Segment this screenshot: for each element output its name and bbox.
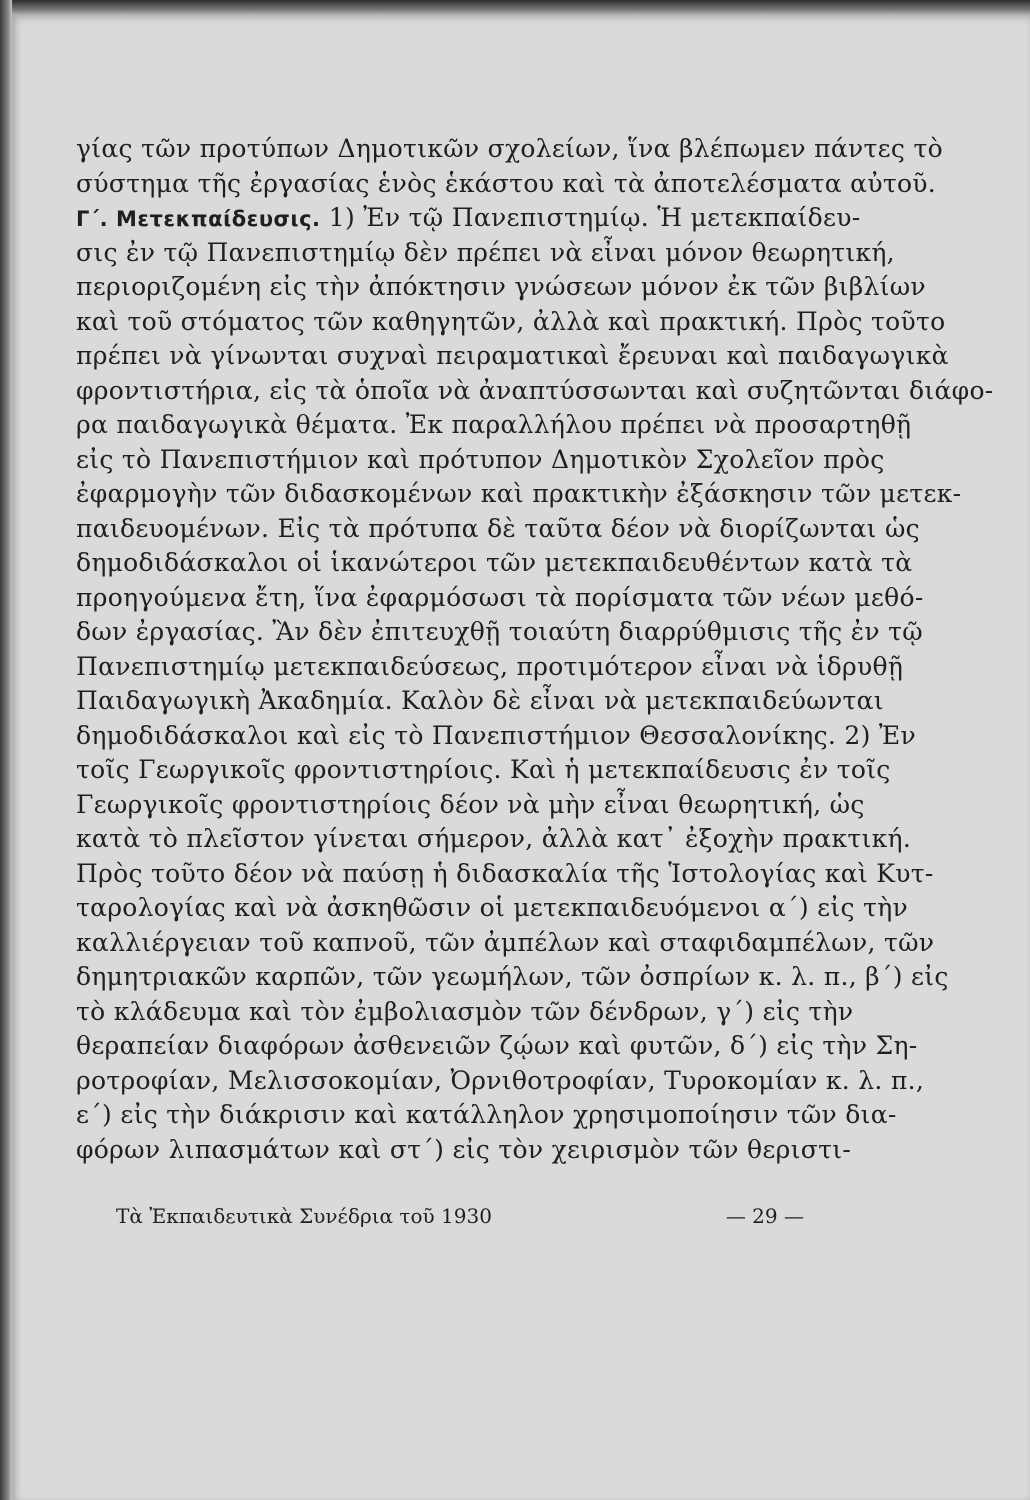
text-line: εἰς τὸ Πανεπιστήμιον καὶ πρότυπον Δημοτικὸν Σχολεῖον πρὸς xyxy=(76,444,885,474)
text-line: πρέπει νὰ γίνωνται συχναὶ πειραματικαὶ ἔρευναι καὶ παιδαγωγικὰ xyxy=(76,341,949,370)
text-line: τὸ κλάδευμα καὶ τὸν ἐμβολιασμὸν τῶν δένδρων, γ΄) εἰς τὴν xyxy=(76,996,854,1026)
text-line: ε΄) εἰς τὴν διάκρισιν καὶ κατάλληλον χρησιμοποίησιν τῶν δια- xyxy=(76,1100,897,1129)
body-text xyxy=(76,132,994,1202)
text-line: ταρολογίας καὶ νὰ ἀσκηθῶσιν οἱ μετεκπαιδευόμενοι α΄) εἰς τὴν xyxy=(76,893,908,922)
text-line: δημοδιδάσκαλοι καὶ εἰς τὸ Πανεπιστήμιον Θεσσαλονίκης. 2) Ἐν xyxy=(76,720,916,750)
section-heading: Γ΄. Μετεκπαίδευσις. xyxy=(76,207,321,231)
text-line: δημητριακῶν καρπῶν, τῶν γεωμήλων, τῶν ὀσπρίων κ. λ. π., β΄) εἰς xyxy=(76,962,949,991)
scan-edge-left xyxy=(0,0,12,1500)
text-line: ρα παιδαγωγικὰ θέματα. Ἐκ παραλλήλου πρέπει νὰ προσαρτηθῇ xyxy=(76,410,912,439)
text-line: σύστημα τῆς ἐργασίας ἑνὸς ἑκάστου καὶ τὰ ἀποτελέσματα αὐτοῦ. xyxy=(76,168,937,198)
text-line: προηγούμενα ἔτη, ἵνα ἐφαρμόσωσι τὰ πορίσματα τῶν νέων μεθό- xyxy=(76,582,924,612)
text-line: καλλιέργειαν τοῦ καπνοῦ, τῶν ἀμπέλων καὶ σταφιδαμπέλων, τῶν xyxy=(76,927,935,957)
text-line: παιδευομένων. Εἰς τὰ πρότυπα δὲ ταῦτα δέον νὰ διορίζωνται ὡς xyxy=(76,513,920,543)
page-number: — 29 — xyxy=(725,1204,804,1228)
text-line: Πρὸς τοῦτο δέον νὰ παύσῃ ἡ διδασκαλία τῆς Ἱστολογίας καὶ Κυτ- xyxy=(76,858,934,888)
text-line: δων ἐργασίας. Ἂν δὲν ἐπιτευχθῇ τοιαύτη διαρρύθμισις τῆς ἐν τῷ xyxy=(76,617,923,646)
text-line: Πανεπιστημίῳ μετεκπαιδεύσεως, προτιμότερον εἶναι νὰ ἱδρυθῇ xyxy=(76,651,904,681)
text-line: κατὰ τὸ πλεῖστον γίνεται σήμερον, ἀλλὰ κατ᾿ ἐξοχὴν πρακτική. xyxy=(76,824,912,853)
text-line: ροτροφίαν, Μελισσοκομίαν, Ὀρνιθοτροφίαν, Τυροκομίαν κ. λ. π., xyxy=(76,1065,925,1095)
text-line: θεραπείαν διαφόρων ἀσθενειῶν ζῴων καὶ φυτῶν, δ΄) εἰς τὴν Ση- xyxy=(76,1031,918,1060)
text-line: Παιδαγωγικὴ Ἀκαδημία. Καλὸν δὲ εἶναι νὰ μετεκπαιδεύωνται xyxy=(76,686,884,715)
text-line: Γεωργικοῖς φροντιστηρίοις δέον νὰ μὴν εἶναι θεωρητική, ὡς xyxy=(76,789,865,819)
page-footer xyxy=(116,1204,804,1234)
text-line: καὶ τοῦ στόματος τῶν καθηγητῶν, ἀλλὰ καὶ πρακτική. Πρὸς τοῦτο xyxy=(76,306,946,336)
text-line: σις ἐν τῷ Πανεπιστημίῳ δὲν πρέπει νὰ εἶναι μόνον θεωρητική, xyxy=(76,237,895,267)
text-line xyxy=(76,1167,820,1202)
text-line: περιοριζομένη εἰς τὴν ἀπόκτησιν γνώσεων μόνον ἐκ τῶν βιβλίων xyxy=(76,272,926,301)
text-line: φροντιστήρια, εἰς τὰ ὁποῖα νὰ ἀναπτύσσωνται καὶ συζητῶνται διάφο- xyxy=(76,375,994,405)
document-page xyxy=(12,14,1030,1500)
text-line: τοῖς Γεωργικοῖς φροντιστηρίοις. Καὶ ἡ μετεκπαίδευσις ἐν τοῖς xyxy=(76,755,891,784)
section-heading-line xyxy=(76,201,861,236)
text-line: ἐφαρμογὴν τῶν διδασκομένων καὶ πρακτικὴν ἐξάσκησιν τῶν μετεκ- xyxy=(76,479,962,508)
text-line: φόρων λιπασμάτων καὶ στ΄) εἰς τὸν χειρισμὸν τῶν θεριστι- xyxy=(76,1134,852,1164)
text-line: δημοδιδάσκαλοι οἱ ἱκανώτεροι τῶν μετεκπαιδευθέντων κατὰ τὰ xyxy=(76,548,913,577)
section-first-line-text: 1) Ἐν τῷ Πανεπιστημίῳ. Ἡ μετεκπαίδευ- xyxy=(328,203,861,232)
text-line: γίας τῶν προτύπων Δημοτικῶν σχολείων, ἵνα βλέπωμεν πάντες τὸ xyxy=(76,134,943,163)
running-title: Τὰ Ἐκπαιδευτικὰ Συνέδρια τοῦ 1930 xyxy=(116,1204,492,1228)
